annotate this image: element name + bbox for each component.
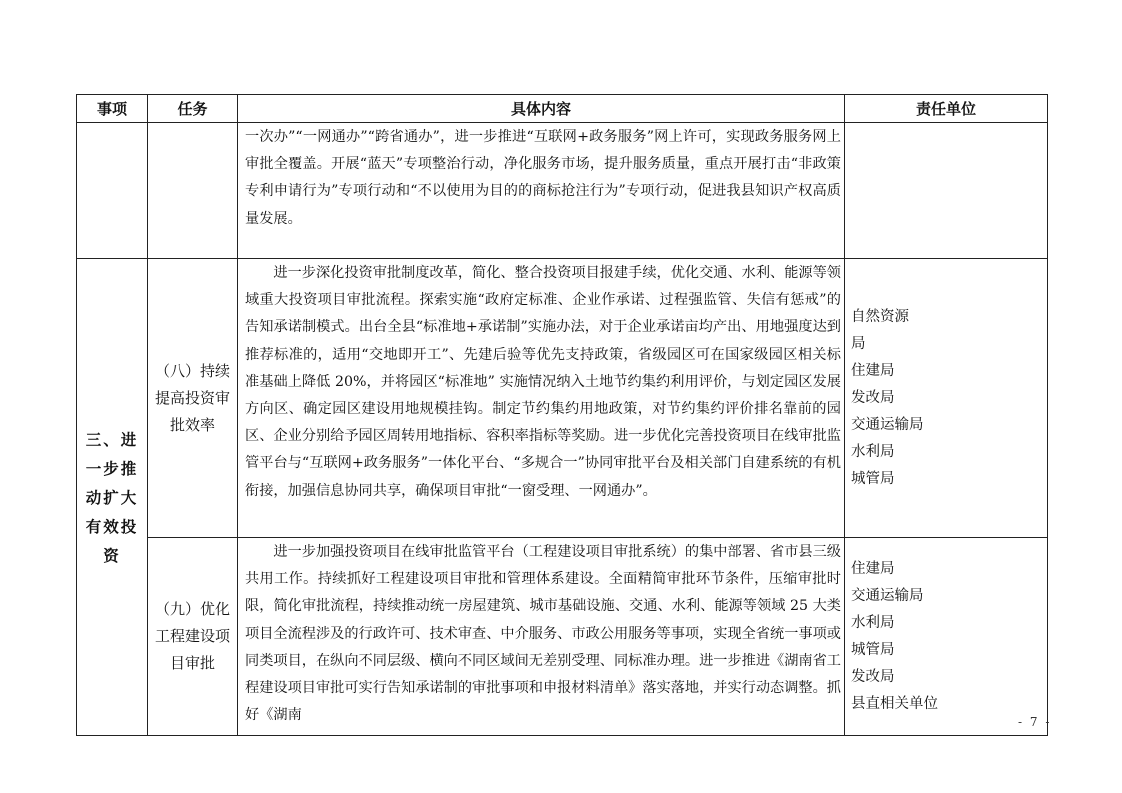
content-text: 进一步深化投资审批制度改革，简化、整合投资项目报建手续，优化交通、水利、能源等领域重大投资项目审批流程。探索实施“政府定标准、企业作承诺、过程强监管、失信有惩戒”的告知承诺制模式。出台全县“标准地+承诺制”实施办法，对于企业承诺亩均产出、用地强度达到推荐标准的，适用“交地即开工”、先建后验等优先支持政策，省级园区可在国家级园区相关标准基础上降低 20%，并将园区“标准地” 实施情况纳入土地节约集约利用评价，与划定园区发展方向区、确定园区建设用地规模挂钩。制定节约集约用地政策，对节约集约评价排名靠前的园区、企业分别给予园区周转用地指标、容积率指标等奖励。进一步优化完善投资项目在线审批监管平台与“互联网+政务服务”一体化平台、“多规合一”协同审批平台及相关部门自建系统的有机衔接，加强信息协同共享，确保项目审批“一窗受理、一网通办”。 [245,265,841,499]
unit-cell [845,259,1048,538]
table-row [77,123,1048,259]
unit-item: 城管局 [851,641,895,658]
unit-item: 水利局 [851,443,895,460]
policy-task-table [76,94,1048,736]
unit-item: 交通运输局 [851,416,924,433]
unit-item: 住建局 [851,362,895,379]
unit-item: 自然资源 [851,308,909,325]
table-row [77,259,1048,538]
content-cell [238,538,845,736]
header-unit: 责任单位 [845,95,1048,123]
unit-cell [845,538,1048,736]
header-matter: 事项 [77,95,148,123]
page-number: - 7 - [1018,715,1052,729]
table-header-row [77,95,1048,123]
matter-text: 三、进一步推动扩大有效投资 [85,429,139,565]
matter-cell-continued [77,123,148,259]
unit-item: 住建局 [851,560,895,577]
task-cell [148,538,238,736]
unit-item: 县直相关单位 [851,695,938,712]
matter-cell [77,259,148,736]
header-content: 具体内容 [238,95,845,123]
task-text: （八）持续提高投资审批效率 [154,361,230,434]
unit-item: 发改局 [851,389,895,406]
content-text: 一次办”“一网通办”“跨省通办”，进一步推进“互联网+政务服务”网上许可，实现政务服务网上审批全覆盖。开展“蓝天”专项整治行动，净化服务市场，提升服务质量，重点开展打击“非政策专利申请行为”专项行动和“不以使用为目的的商标抢注行为”专项行动，促进我县知识产权高质量发展。 [245,129,841,227]
unit-item: 水利局 [851,614,895,631]
task-cell [148,259,238,538]
content-text: 进一步加强投资项目在线审批监管平台（工程建设项目审批系统）的集中部署、省市县三级共用工作。持续抓好工程建设项目审批和管理体系建设。全面精简审批环节条件，压缩审批时限，简化审批流程，持续推动统一房屋建筑、城市基础设施、交通、水利、能源等领域 25 大类项目全流程涉及的行政许可、技术审查、中介服务、市政公用服务等事项，实现全省统一事项或同类项目，在纵向不同层级、横向不同区域间无差别受理、同标准办理。进一步推进《湖南省工程建设项目审批可实行告知承诺制的审批事项和申报材料清单》落实落地，并实行动态调整。抓好《湖南 [245,544,841,724]
content-cell [238,123,845,259]
header-task: 任务 [148,95,238,123]
unit-item: 局 [851,335,866,352]
content-cell [238,259,845,538]
unit-item: 发改局 [851,668,895,685]
table-row [77,538,1048,736]
task-cell-continued [148,123,238,259]
unit-item: 城管局 [851,470,895,487]
unit-cell-empty [845,123,1048,259]
unit-item: 交通运输局 [851,587,924,604]
task-text: （九）优化工程建设项目审批 [154,600,230,672]
